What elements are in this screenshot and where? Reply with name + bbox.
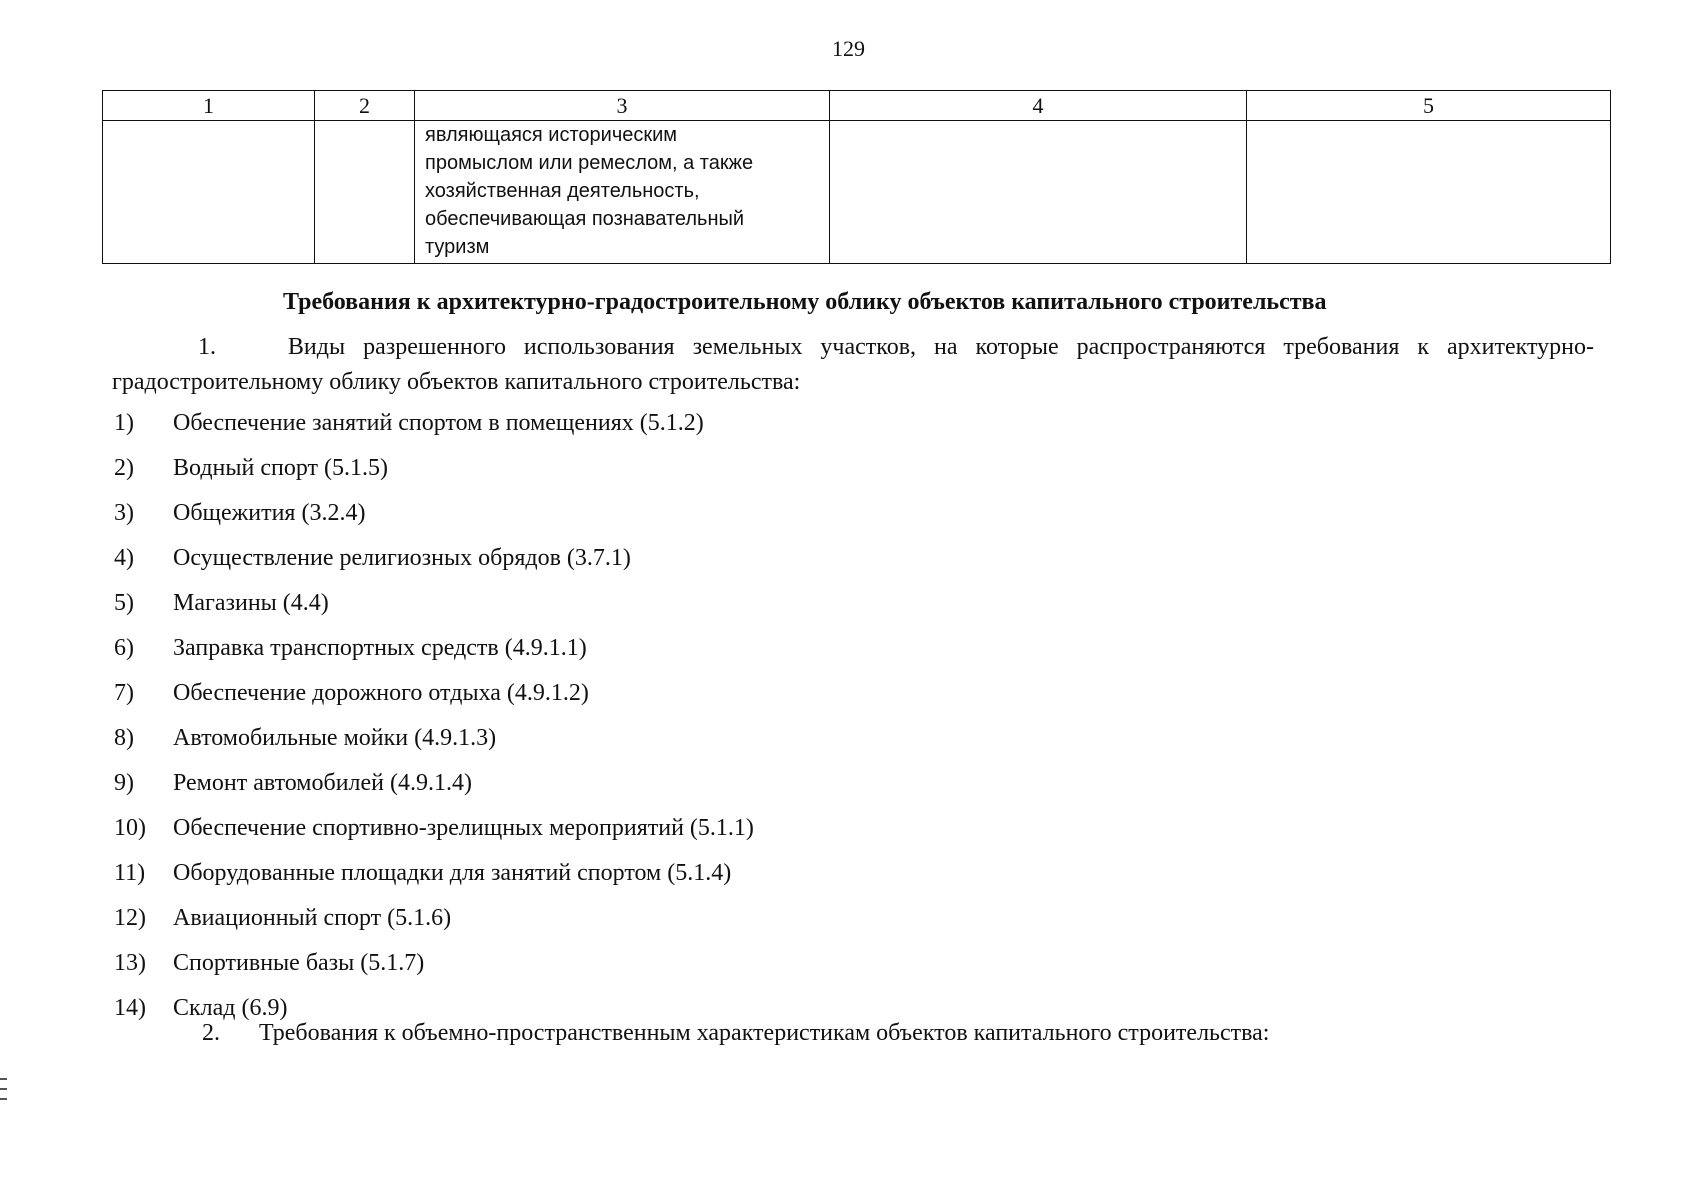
point-2-number: 2.	[202, 1020, 220, 1046]
list-item-number: 1)	[114, 410, 134, 436]
list-item-text: Обеспечение занятий спортом в помещениях (5.1.2)	[173, 410, 704, 436]
table-cell	[415, 121, 830, 264]
list-item-text: Склад (6.9)	[173, 995, 288, 1021]
column-header: 3	[415, 91, 830, 121]
list-item-text: Водный спорт (5.1.5)	[173, 455, 388, 481]
list-item	[114, 811, 754, 856]
list-item-number: 5)	[114, 590, 134, 616]
page-number: 129	[832, 36, 865, 61]
list-item-number: 10)	[114, 815, 146, 841]
table-cell	[1247, 121, 1611, 264]
list-item	[114, 451, 754, 496]
list-item-number: 14)	[114, 995, 146, 1021]
list-item-number: 4)	[114, 545, 134, 571]
list-item-number: 7)	[114, 680, 134, 706]
list-item	[114, 496, 754, 541]
margin-mark	[0, 1078, 7, 1080]
list-item-text: Обеспечение дорожного отдыха (4.9.1.2)	[173, 680, 589, 706]
list-item-text: Автомобильные мойки (4.9.1.3)	[173, 725, 497, 751]
margin-mark	[0, 1098, 7, 1100]
column-header: 4	[830, 91, 1247, 121]
table-cell	[830, 121, 1247, 264]
list-item-number: 11)	[114, 860, 146, 886]
list-item-number: 9)	[114, 770, 134, 796]
list-item-number: 12)	[114, 905, 146, 931]
list-item	[114, 586, 754, 631]
column-header: 1	[103, 91, 315, 121]
point-1-number: 1.	[198, 334, 216, 360]
list-item	[114, 721, 754, 766]
list-item-text: Общежития (3.2.4)	[173, 500, 366, 526]
list-item-number: 8)	[114, 725, 134, 751]
section-heading: Требования к архитектурно-градостроительному облику объектов капитального строительства	[283, 289, 1327, 315]
list-item	[114, 406, 754, 451]
point-1-text: Виды разрешенного использования земельных участков, на которые распространяются требования к архитектурно-градостроительному облику объектов капитального строительства:	[112, 334, 1594, 395]
table-header-row	[103, 91, 1611, 121]
list-item	[114, 901, 754, 946]
point-2-text: Требования к объемно-пространственным характеристикам объектов капитального строительства:	[259, 1020, 1270, 1046]
list-item-number: 13)	[114, 950, 146, 976]
list-item-text: Спортивные базы (5.1.7)	[173, 950, 425, 976]
point-1-paragraph	[112, 330, 1594, 400]
list-item-number: 3)	[114, 500, 134, 526]
list-item-text: Авиационный спорт (5.1.6)	[173, 905, 452, 931]
list-item	[114, 766, 754, 811]
list-item	[114, 541, 754, 586]
table-cell	[315, 121, 415, 264]
column-header: 2	[315, 91, 415, 121]
list-item	[114, 946, 754, 991]
list-item	[114, 856, 754, 901]
list-item-text: Обеспечение спортивно-зрелищных мероприятий (5.1.1)	[173, 815, 754, 841]
list-item-number: 6)	[114, 635, 134, 661]
table-row	[103, 121, 1611, 264]
list-item-text: Осуществление религиозных обрядов (3.7.1)	[173, 545, 631, 571]
continuation-table	[102, 90, 1611, 264]
column-header: 5	[1247, 91, 1611, 121]
cell-text: являющаяся историческим промыслом или ремеслом, а также хозяйственная деятельность, обеспечивающая познавательный туризм	[425, 124, 754, 258]
list-item-text: Магазины (4.4)	[173, 590, 329, 616]
list-item-text: Оборудованные площадки для занятий спортом (5.1.4)	[173, 860, 732, 886]
list-item	[114, 631, 754, 676]
permitted-use-list	[114, 406, 754, 1036]
margin-mark	[0, 1088, 7, 1090]
list-item-text: Заправка транспортных средств (4.9.1.1)	[173, 635, 587, 661]
list-item-number: 2)	[114, 455, 134, 481]
point-2-paragraph	[202, 1020, 1269, 1047]
table-cell	[103, 121, 315, 264]
list-item-text: Ремонт автомобилей (4.9.1.4)	[173, 770, 473, 796]
list-item	[114, 676, 754, 721]
